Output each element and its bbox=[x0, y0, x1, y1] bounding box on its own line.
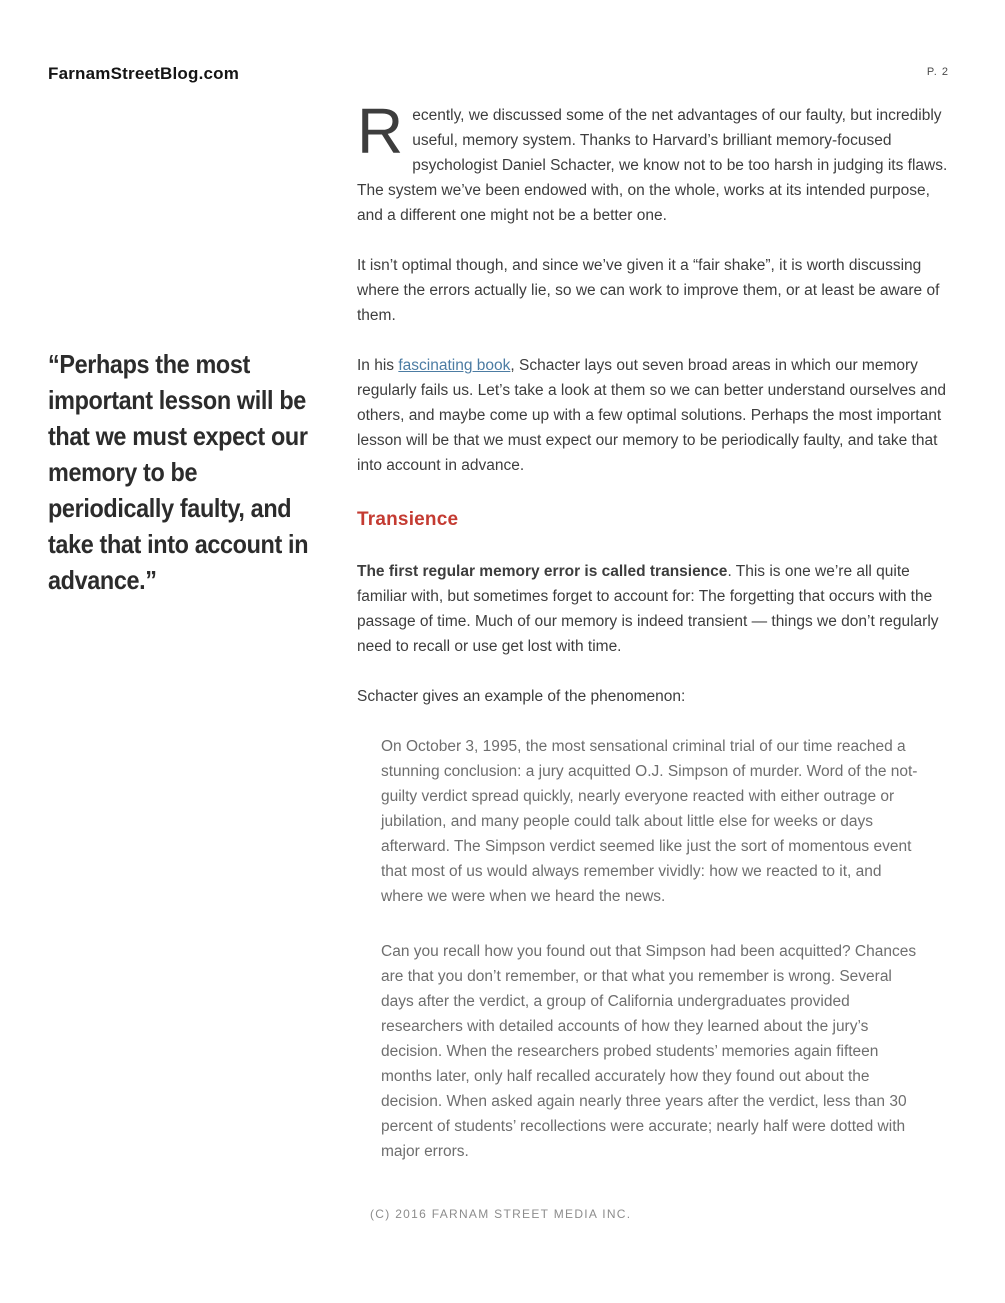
drop-cap: R bbox=[357, 95, 404, 167]
page-number: P. 2 bbox=[926, 66, 949, 78]
paragraph-transience-rest: . This is one we’re all quite familiar with, but sometimes forget to account for: The forgetting that occurs with the passage of time. Much of our memory is indeed transient — things we don’t regularly need to recall or use get lost with time. bbox=[357, 563, 939, 655]
paragraph-seven-areas-before-link: In his bbox=[357, 357, 399, 374]
article-body bbox=[357, 95, 949, 1227]
paragraph-seven-areas bbox=[357, 353, 949, 478]
fascinating-book-link[interactable]: fascinating book bbox=[398, 357, 511, 374]
paragraph-seven-areas-after-link: , Schacter lays out seven broad areas in which our memory regularly fails us. Let’s take a look at them so we can better understand ourselves and others, and maybe come up with a few optimal solutions. Perhaps the most important lesson will be that we must expect our memory to be periodically faulty, and take that into account in advance. bbox=[357, 357, 947, 474]
paragraph-intro-text: ecently, we discussed some of the net advantages of our faulty, but incredibly useful, memory system. Thanks to Harvard’s brilliant memory-focused psychologist Daniel Schacter, we know not to be too harsh in judging its flaws. The system we’ve been endowed with, on the whole, works at its intended purpose, and a different one might not be a better one. bbox=[357, 107, 948, 224]
paragraph-example-lead: Schacter gives an example of the phenomenon: bbox=[357, 688, 686, 705]
paragraph-optimal: It isn’t optimal though, and since we’ve given it a “fair shake”, it is worth discussing where the errors actually lie, so we can work to improve them, or at least be aware of them. bbox=[357, 257, 940, 324]
paragraph-transience bbox=[357, 559, 949, 659]
site-title: FarnamStreetBlog.com bbox=[48, 64, 240, 83]
blockquote-recall-study: Can you recall how you found out that Simpson had been acquitted? Chances are that you don’t remember, or that what you remember is wrong. Several days after the verdict, a group of California undergraduates provided researchers with detailed accounts of how they learned about the jury’s decision. When the researchers probed students’ memories again fifteen months later, only half recalled accurately how they found out about the decision. When asked again nearly three years after the verdict, less than 30 percent of students’ recollections were accurate; nearly half were dotted with major errors. bbox=[381, 943, 917, 1160]
paragraph-intro bbox=[357, 95, 949, 228]
footer-copyright: (C) 2016 FARNAM STREET MEDIA INC. bbox=[370, 1207, 632, 1221]
blockquote-simpson-verdict: On October 3, 1995, the most sensational criminal trial of our time reached a stunning conclusion: a jury acquitted O.J. Simpson of murder. Word of the not-guilty verdict spread quickly, nearly everyone reacted with either outrage or jubilation, and many people could talk about little else for weeks or days afterward. The Simpson verdict seemed like just the sort of momentous event that most of us would always remember vividly: how we reacted to it, and where we were when we heard the news. bbox=[381, 738, 918, 905]
pull-quote: “Perhaps the most important lesson will be that we must expect our memory to be periodically faulty, and take that into account in advance.” bbox=[48, 349, 309, 595]
paragraph-transience-bold-lead: The first regular memory error is called transience bbox=[357, 563, 728, 580]
section-heading-transience: Transience bbox=[357, 509, 459, 530]
